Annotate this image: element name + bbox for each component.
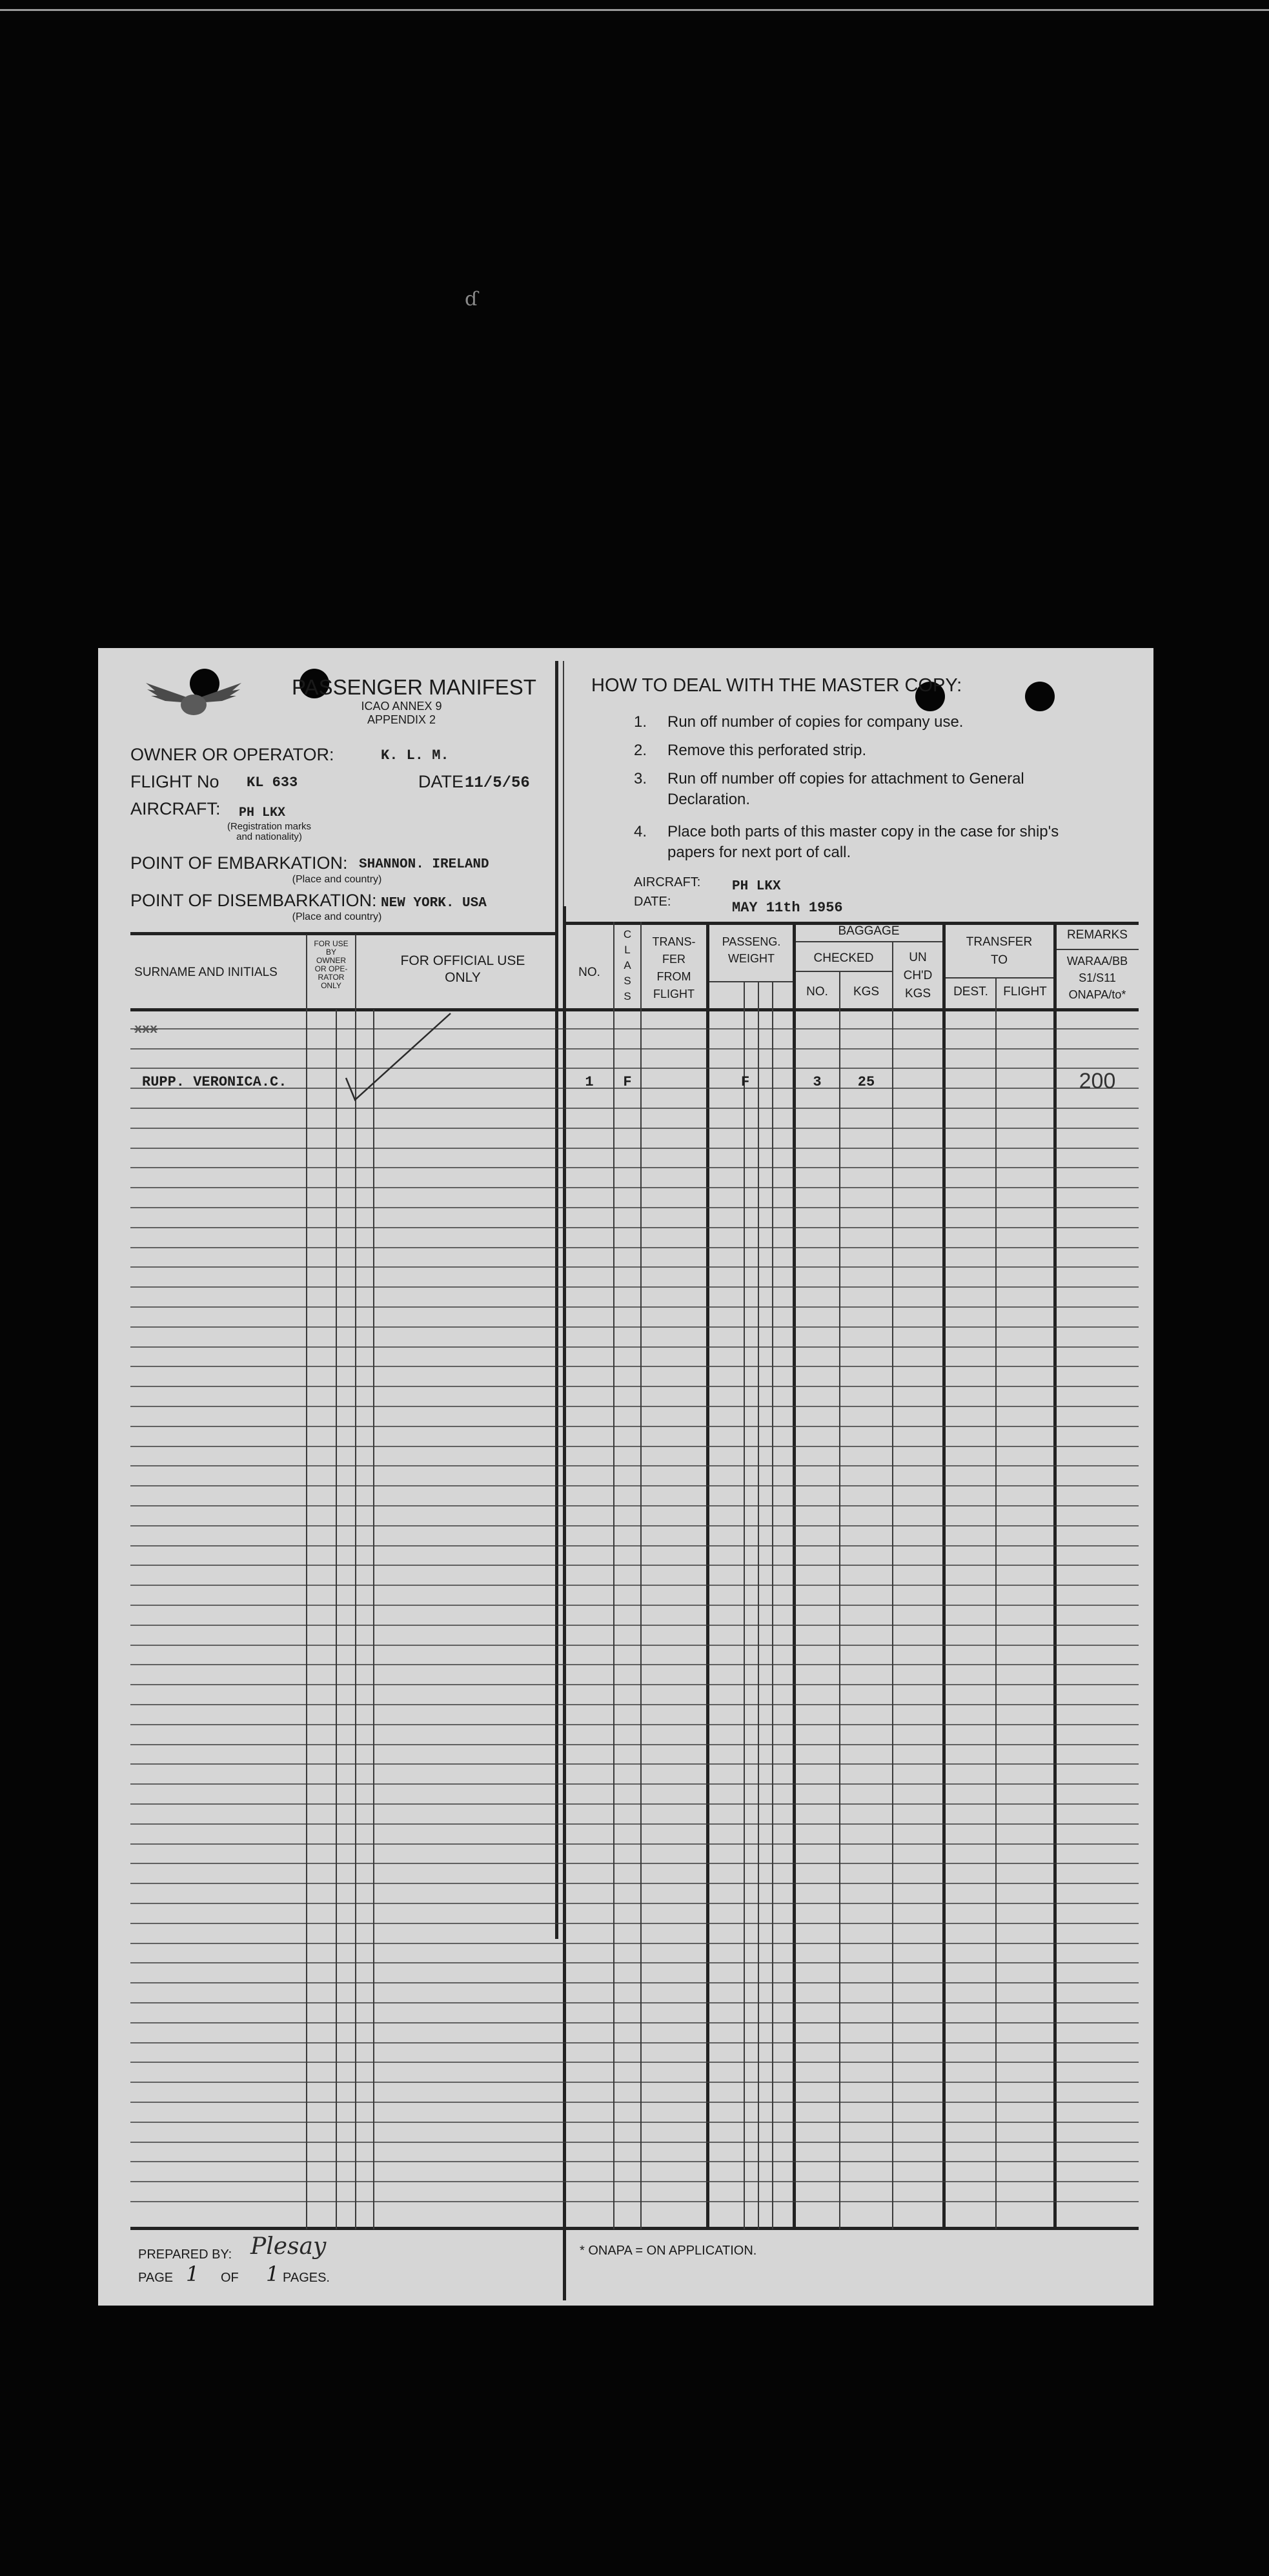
- page-total: 1: [266, 2262, 279, 2286]
- row-line: [130, 1525, 1139, 1526]
- perforation-line: [555, 661, 558, 1939]
- remarks-value: 200: [1079, 1069, 1116, 1093]
- baggage-rule: [795, 941, 943, 942]
- col-remarks: REMARKS: [1067, 928, 1128, 942]
- instruction-text: Place both parts of this master copy in the case for ship's: [667, 823, 1059, 840]
- table-bottom-rule: [130, 2227, 1139, 2230]
- col-owner-use-line: OWNER: [316, 956, 346, 965]
- col-class-letter: L: [624, 944, 631, 956]
- col-unchecked-line: UN: [909, 951, 927, 964]
- row-line: [130, 1028, 1139, 1029]
- row-line: [130, 1286, 1139, 1288]
- date-label: DATE: [418, 772, 464, 791]
- col-unchecked: [893, 949, 942, 1003]
- col-unchecked-line: KGS: [904, 987, 931, 1000]
- col-remarks-sub-line: WARAA/BB: [1066, 955, 1128, 968]
- col-official-use: [369, 953, 556, 986]
- row-line: [130, 1823, 1139, 1825]
- aircraft-label: AIRCRAFT:: [130, 799, 221, 818]
- row-line: [130, 1247, 1139, 1248]
- col-transfer-from-line: FER: [662, 953, 685, 966]
- row-line: [130, 1505, 1139, 1506]
- flight-value: KL 633: [247, 775, 298, 791]
- right-date-label: DATE:: [634, 895, 671, 909]
- row-line: [130, 1446, 1139, 1447]
- col-class-letter: C: [623, 928, 632, 940]
- row-line: [130, 2102, 1139, 2103]
- row-line: [130, 1068, 1139, 1069]
- instruction-number: 1.: [634, 713, 647, 731]
- col-transfer-to-line: TO: [990, 953, 1008, 967]
- row-line: [130, 1982, 1139, 1983]
- subtitle-appendix: APPENDIX 2: [367, 713, 436, 726]
- perforation-line: [563, 906, 566, 2300]
- row-line: [130, 2042, 1139, 2044]
- footnote: * ONAPA = ON APPLICATION.: [580, 2244, 757, 2258]
- col-owner-use-line: RATOR: [318, 973, 345, 982]
- row-line: [130, 1386, 1139, 1387]
- row-line: [130, 2062, 1139, 2063]
- row-line: [130, 1962, 1139, 1963]
- col-checked-kgs: KGS: [853, 985, 880, 999]
- col-transfer-from: [642, 933, 706, 1003]
- column-divider: [706, 922, 709, 2229]
- passenger-surname: RUPP. VERONICA.C.: [142, 1074, 287, 1090]
- disembarkation-note: (Place and country): [292, 911, 382, 922]
- page-label: PAGE: [138, 2271, 174, 2285]
- column-divider: [613, 922, 614, 2229]
- instruction-number: 2.: [634, 742, 647, 759]
- embarkation-value: SHANNON. IRELAND: [359, 857, 489, 872]
- col-class-letter: S: [624, 990, 631, 1002]
- checked-rule: [795, 971, 893, 972]
- col-flight: FLIGHT: [1003, 985, 1047, 999]
- top-edge-line: [0, 9, 1269, 11]
- row-line: [130, 1843, 1139, 1845]
- col-class: [614, 927, 640, 1004]
- instruction-text: Declaration.: [667, 791, 751, 808]
- col-owner-use-line: FOR USE: [314, 939, 349, 948]
- row-line: [130, 1645, 1139, 1646]
- pages-label: PAGES.: [283, 2271, 330, 2285]
- passenger-weight: F: [741, 1074, 750, 1090]
- col-surname: SURNAME AND INITIALS: [134, 966, 278, 979]
- row-line: [130, 2002, 1139, 2003]
- column-divider: [892, 942, 893, 2229]
- prepared-by-label: PREPARED BY:: [138, 2247, 232, 2262]
- col-baggage: BAGGAGE: [838, 924, 900, 938]
- aircraft-note: (Registration marks: [227, 821, 312, 832]
- row-line: [130, 1048, 1139, 1050]
- col-transfer-from-line: FLIGHT: [653, 988, 695, 1000]
- of-label: OF: [221, 2271, 239, 2285]
- row-line: [130, 2122, 1139, 2123]
- col-remarks-sub-line: S1/S11: [1079, 971, 1116, 984]
- embarkation-note: (Place and country): [292, 874, 382, 885]
- row-line: [130, 1545, 1139, 1547]
- owner-label: OWNER OR OPERATOR:: [130, 745, 334, 764]
- row-line: [130, 1943, 1139, 1944]
- col-owner-use-line: BY: [325, 948, 336, 957]
- row-line: [130, 1605, 1139, 1606]
- disembarkation-label: POINT OF DISEMBARKATION:: [130, 891, 377, 910]
- row-line: [130, 1306, 1139, 1308]
- row-line: [130, 1803, 1139, 1805]
- row-line: [130, 2082, 1139, 2083]
- column-divider: [1053, 922, 1057, 2229]
- col-owner-use: [309, 940, 354, 990]
- airline-wing-logo: [142, 676, 245, 719]
- col-checked-no: NO.: [806, 985, 828, 999]
- scratch-mark: ɗ: [465, 288, 478, 310]
- col-no: NO.: [578, 966, 600, 979]
- preparer-signature: Plesay: [250, 2233, 327, 2260]
- row-line: [130, 1406, 1139, 1407]
- instruction-text: Run off number of copies for company use.: [667, 713, 964, 731]
- aircraft-note: and nationality): [236, 831, 302, 842]
- embarkation-label: POINT OF EMBARKATION:: [130, 853, 348, 873]
- row-line: [130, 1565, 1139, 1566]
- baggage-kgs: 25: [857, 1074, 875, 1090]
- struck-entry: xxx: [134, 1022, 158, 1037]
- row-line: [130, 1704, 1139, 1705]
- col-unchecked-line: CH'D: [903, 969, 933, 982]
- col-remarks-sub: [1056, 953, 1139, 1003]
- instruction-number: 3.: [634, 770, 647, 787]
- row-line: [130, 2181, 1139, 2182]
- manifest-form: [98, 648, 1153, 2306]
- col-class-letter: A: [624, 959, 631, 971]
- baggage-count: 3: [813, 1074, 822, 1090]
- column-divider: [793, 922, 796, 2229]
- row-line: [130, 2161, 1139, 2162]
- col-class-letter: S: [624, 975, 631, 987]
- row-line: [130, 1465, 1139, 1466]
- col-weight-line: WEIGHT: [728, 952, 775, 965]
- row-line: [130, 1426, 1139, 1427]
- col-transfer-to-line: TRANSFER: [966, 935, 1033, 949]
- row-line: [130, 1903, 1139, 1904]
- transfer-rule: [944, 977, 1053, 979]
- passenger-no: 1: [585, 1074, 594, 1090]
- row-line: [130, 1684, 1139, 1685]
- column-divider: [942, 922, 946, 2229]
- row-line: [130, 1744, 1139, 1745]
- col-official-use-line: FOR OFFICIAL USE: [400, 953, 525, 968]
- col-transfer-from-line: TRANS-: [652, 935, 696, 948]
- col-weight-line: PASSENG.: [722, 935, 781, 948]
- row-line: [130, 1326, 1139, 1328]
- row-line: [130, 1863, 1139, 1864]
- row-line: [130, 1485, 1139, 1486]
- row-line: [130, 1625, 1139, 1626]
- instruction-text: papers for next port of call.: [667, 844, 851, 861]
- passenger-class: F: [623, 1074, 632, 1090]
- column-divider: [336, 1009, 337, 2229]
- aircraft-value: PH LKX: [239, 806, 286, 820]
- col-remarks-sub-line: ONAPA/to*: [1068, 988, 1126, 1001]
- manifest-title: PASSENGER MANIFEST: [292, 675, 536, 699]
- row-line: [130, 1346, 1139, 1348]
- owner-value: K. L. M.: [381, 747, 449, 764]
- col-transfer-to: [945, 933, 1053, 969]
- row-line: [130, 1923, 1139, 1924]
- instruction-text: Remove this perforated strip.: [667, 742, 867, 759]
- col-checked: CHECKED: [813, 951, 874, 965]
- col-owner-use-line: OR OPE-: [314, 964, 348, 973]
- row-line: [130, 1763, 1139, 1765]
- row-line: [130, 1366, 1139, 1367]
- right-aircraft-label: AIRCRAFT:: [634, 875, 701, 889]
- table-header-rule: [130, 1008, 1139, 1011]
- flight-label: FLIGHT No: [130, 772, 219, 791]
- page-number: 1: [186, 2262, 199, 2286]
- row-line: [130, 1783, 1139, 1785]
- column-divider: [373, 1009, 374, 2229]
- column-divider: [640, 922, 642, 2229]
- row-line: [130, 1266, 1139, 1268]
- col-transfer-from-line: FROM: [656, 970, 691, 983]
- row-line: [130, 1883, 1139, 1884]
- row-line: [130, 2142, 1139, 2143]
- subtitle-annex: ICAO ANNEX 9: [361, 700, 442, 713]
- row-line: [130, 1207, 1139, 1208]
- right-aircraft-value: PH LKX: [732, 879, 781, 894]
- table-top-rule: [130, 932, 555, 935]
- right-date-value: MAY 11th 1956: [732, 900, 843, 916]
- instructions-title: HOW TO DEAL WITH THE MASTER COPY:: [591, 675, 962, 696]
- col-owner-use-line: ONLY: [321, 981, 341, 990]
- col-official-use-line: ONLY: [445, 970, 481, 985]
- disembarkation-value: NEW YORK. USA: [381, 896, 487, 911]
- date-value: 11/5/56: [465, 775, 530, 792]
- check-mark-icon: [343, 1009, 472, 1106]
- row-line: [130, 1664, 1139, 1665]
- row-line: [130, 1108, 1139, 1109]
- instruction-number: 4.: [634, 823, 647, 840]
- row-line: [130, 1724, 1139, 1725]
- row-line: [130, 1187, 1139, 1188]
- row-line: [130, 2022, 1139, 2023]
- weight-rule: [709, 981, 793, 982]
- row-line: [130, 2201, 1139, 2202]
- punch-hole: [1025, 682, 1055, 711]
- column-divider: [839, 971, 840, 2229]
- row-line: [130, 1167, 1139, 1168]
- column-divider: [995, 977, 997, 2229]
- col-dest: DEST.: [953, 985, 988, 999]
- row-line: [130, 1128, 1139, 1129]
- instruction-text: Run off number off copies for attachment to General: [667, 770, 1024, 787]
- remarks-rule: [1056, 949, 1139, 950]
- col-passeng-weight: [710, 933, 793, 967]
- row-line: [130, 1227, 1139, 1228]
- row-line: [130, 1148, 1139, 1149]
- row-line: [130, 1585, 1139, 1586]
